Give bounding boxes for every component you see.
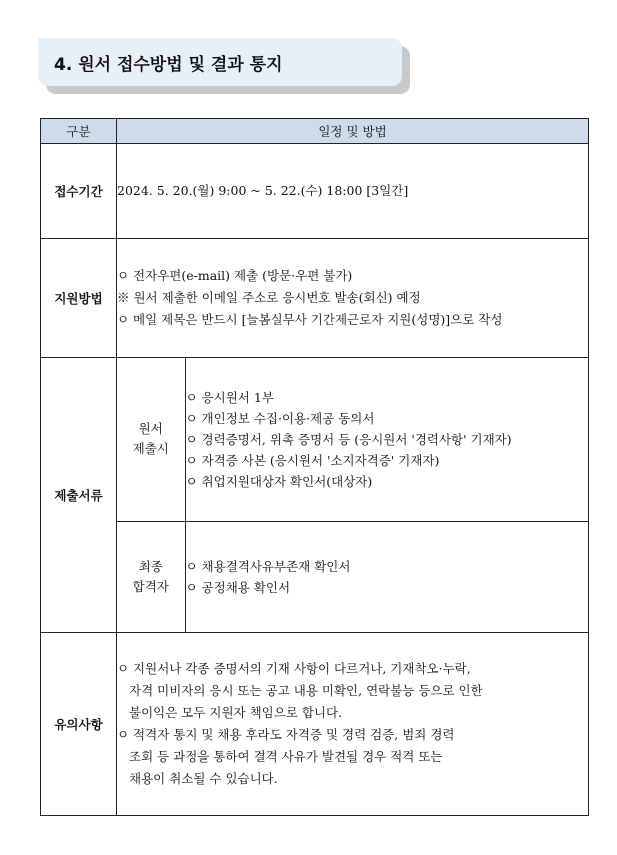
notes-line: 채용이 취소될 수 있습니다. <box>129 771 278 786</box>
notes-line: 조회 등 과정을 통하여 결격 사유가 발견될 경우 적격 또는 <box>129 749 443 764</box>
list-item: ㅇ 경력증명서, 위촉 증명서 등 (응시원서 '경력사항' 기재자) <box>185 431 512 447</box>
notes-line: 불이익은 모두 지원자 책임으로 합니다. <box>129 705 343 720</box>
documents-content <box>117 358 589 633</box>
application-items <box>185 358 588 521</box>
header-category: 구분 <box>41 119 117 144</box>
reception-label: 접수기간 <box>41 144 117 239</box>
reception-period: 2024. 5. 20.(월) 9:00 ~ 5. 22.(수) 18:00 [3일간] <box>117 144 589 239</box>
final-items <box>185 521 588 632</box>
documents-subtable <box>117 358 588 632</box>
row-reception <box>41 144 589 239</box>
method-line: ㅇ 메일 제목은 반드시 [늘봄실무사 기간제근로자 지원(성명)]으로 작성 <box>117 312 503 327</box>
list-item: ㅇ 채용결격사유부존재 확인서 <box>185 558 351 574</box>
final-docs-row <box>117 521 588 632</box>
list-item: ㅇ 응시원서 1부 <box>185 389 274 405</box>
list-item: ㅇ 자격증 사본 (응시원서 '소지자격증' 기재자) <box>185 452 440 468</box>
header-schedule-method: 일정 및 방법 <box>117 119 589 144</box>
list-item: ㅇ 공정채용 확인서 <box>185 579 291 595</box>
row-notes <box>41 633 589 816</box>
row-method <box>41 239 589 358</box>
notes-line: ㅇ 지원서나 각종 증명서의 기재 사항이 다르거나, 기재착오·누락, <box>117 661 471 676</box>
info-table <box>40 118 589 816</box>
application-sublabel: 원서 제출시 <box>117 358 185 521</box>
row-documents <box>41 358 589 633</box>
method-line: ㅇ 전자우편(e-mail) 제출 (방문·우편 불가) <box>117 268 353 283</box>
method-content <box>117 239 589 358</box>
method-label: 지원방법 <box>41 239 117 358</box>
section-title: 4. 원서 접수방법 및 결과 통지 <box>54 55 283 75</box>
notes-line: ㅇ 적격자 통지 및 채용 후라도 자격증 및 경력 검증, 범죄 경력 <box>117 727 455 742</box>
notes-content <box>117 633 589 816</box>
list-item: ㅇ 개인정보 수집·이용·제공 동의서 <box>185 410 375 426</box>
notes-label: 유의사항 <box>41 633 117 816</box>
notes-line: 자격 미비자의 응시 또는 공고 내용 미확인, 연락불능 등으로 인한 <box>129 683 483 698</box>
documents-label: 제출서류 <box>41 358 117 633</box>
final-sublabel: 최종 합격자 <box>117 521 185 632</box>
application-docs-row <box>117 358 588 521</box>
method-line: ※ 원서 제출한 이메일 주소로 응시번호 발송(회신) 예정 <box>117 290 421 305</box>
list-item: ㅇ 취업지원대상자 확인서(대상자) <box>185 473 373 489</box>
